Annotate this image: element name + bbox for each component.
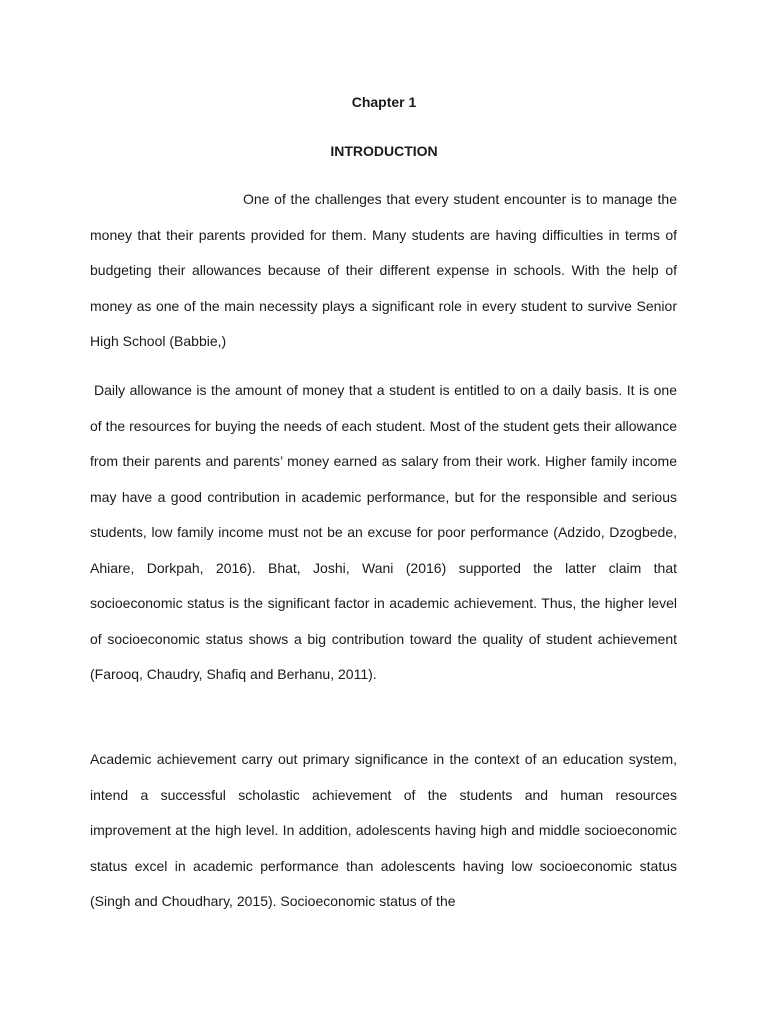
paragraph: Daily allowance is the amount of money that a student is entitled to on a daily basis. It is one of the resources for buying the needs of each student. Most of the student gets their allowance from their parents and parents’ money earned as salary from their work. Higher family income may have a good contribution in academic performance, but for the responsible and serious students, low family income must not be an excuse for poor performance (Adzido, Dzogbede, Ahiare, Dorkpah, 2016). Bhat, Joshi, Wani (2016) supported the latter claim that socioeconomic status is the significant factor in academic achievement. Thus, the higher level of socioeconomic status shows a big contribution toward the quality of student achievement (Farooq, Chaudry, Shafiq and Berhanu, 2011). <box>90 382 677 682</box>
paragraph: Academic achievement carry out primary significance in the context of an education system, intend a successful scholastic achievement of the students and human resources improvement at the high level. In addition, adolescents having high and middle socioeconomic status excel in academic performance than adolescents having low socioeconomic status (Singh and Choudhary, 2015). Socioeconomic status of the <box>90 751 677 909</box>
paragraph: One of the challenges that every student encounter is to manage the money that their parents provided for them. Many students are having difficulties in terms of budgeting their allowances because of their different expense in schools. With the help of money as one of the main necessity plays a significant role in every student to survive Senior High School (Babbie,) <box>90 191 677 349</box>
chapter-label: Chapter 1 <box>351 94 417 110</box>
section-heading: INTRODUCTION <box>330 143 438 159</box>
